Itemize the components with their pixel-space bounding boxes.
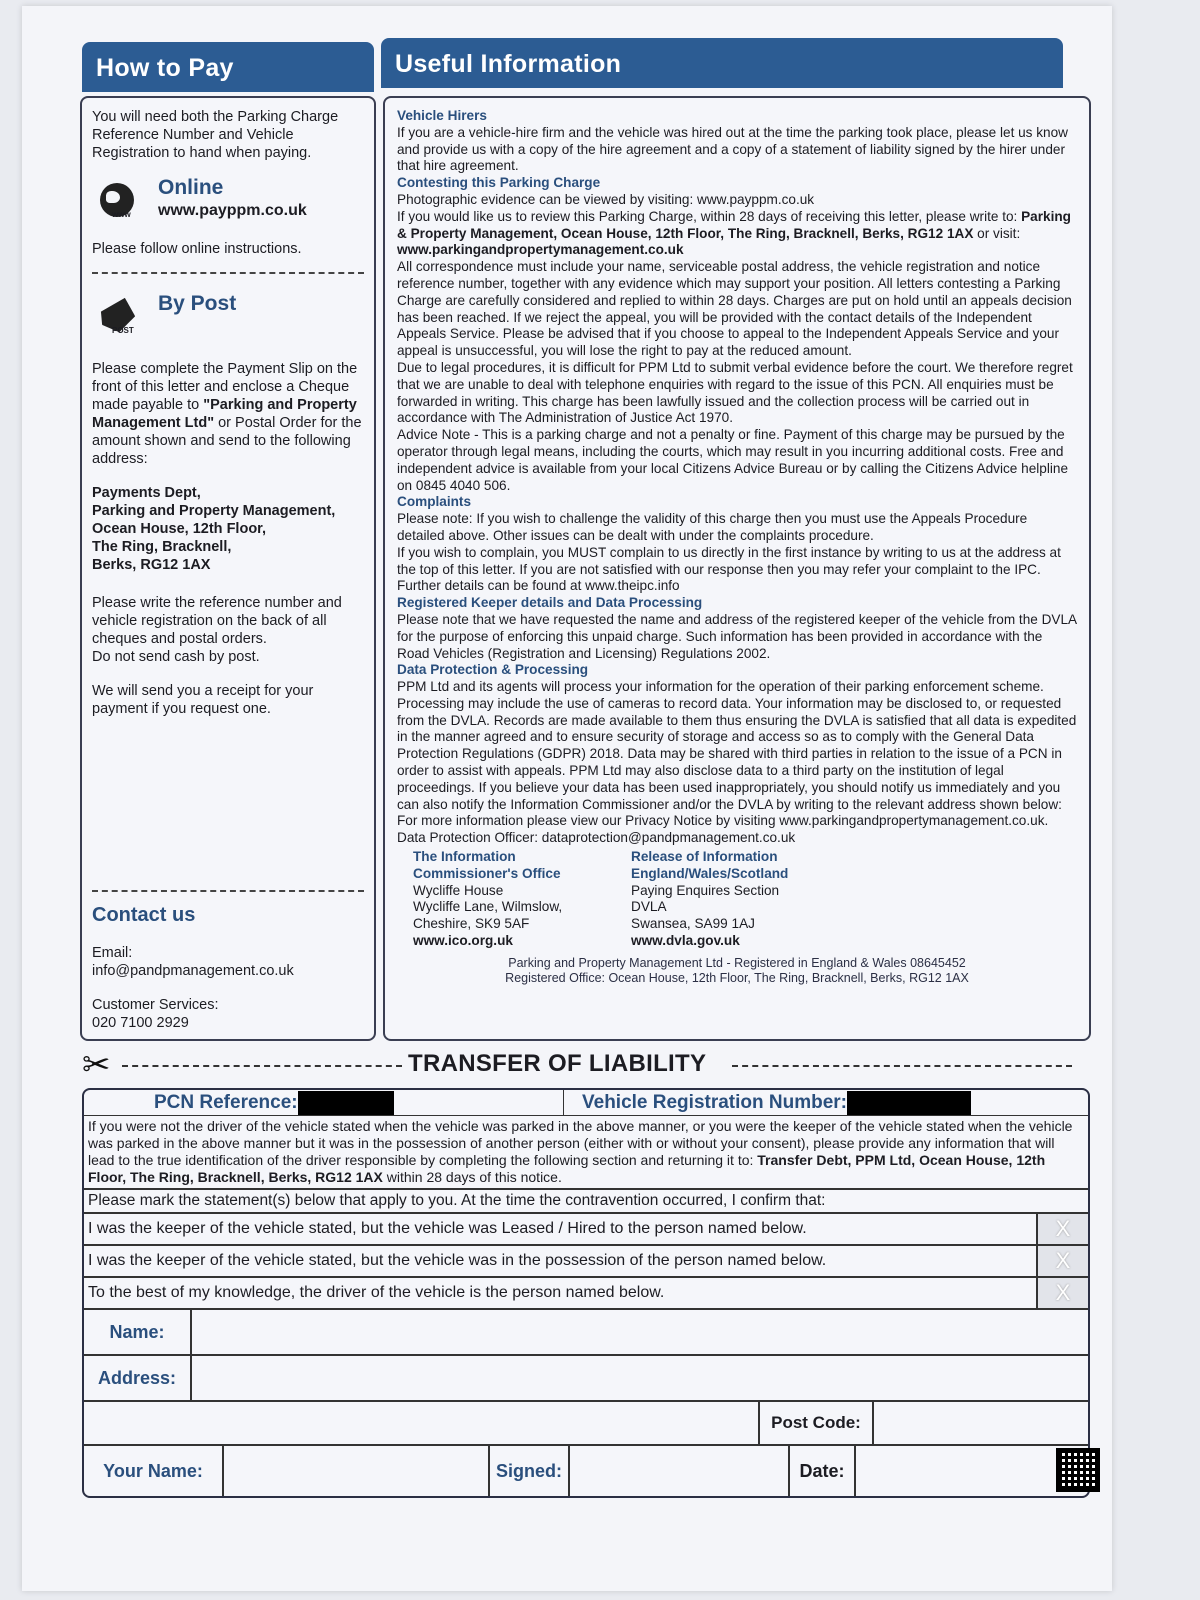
vrn-redacted <box>847 1091 971 1115</box>
your-name-label: Your Name: <box>84 1446 224 1496</box>
vrn-label: Vehicle Registration Number: <box>582 1091 848 1113</box>
statement-row <box>84 1278 1088 1310</box>
advice-note: Advice Note - This is a parking charge and not a penalty or fine. Payment of this charge may be pursued by the operator through legal means, including the courts, which may result in you incurring additional costs. Free and independent advice is available from your local Citizens Advice Bureau or by calling the Citizens Advice helpline on 0845 4040 506. <box>397 427 1068 493</box>
contesting-evidence: Photographic evidence can be viewed by visiting: www.payppm.co.uk <box>397 191 815 207</box>
vehicle-hirers-text: If you are a vehicle-hire firm and the vehicle was hired out at the time the parking took place, please let us know and provide us with a copy of the hire agreement and a copy of a statement of liability signed by the hirer under that hire agreement. <box>397 124 1068 174</box>
contact-phone: Customer Services: 020 7100 2929 <box>92 997 219 1031</box>
authority-addresses <box>397 849 1077 950</box>
divider <box>92 272 364 274</box>
statement-checkbox[interactable]: X <box>1036 1214 1088 1244</box>
contesting-title: Contesting this Parking Charge <box>397 175 601 191</box>
name-label: Name: <box>84 1310 192 1354</box>
scissors-icon: ✂ <box>82 1046 111 1084</box>
transfer-intro: If you were not the driver of the vehicle stated when the vehicle was parked in the above manner, or you were the keeper of the vehicle stated when the vehicle was parked in the above manner but it was in the possession of another person (either with or without your consent), please provide any information that will lead to the true identification of the driver responsible by completing the following section and returning it to: Transfer Debt, PPM Ltd, Ocean House, 12th Floor, The Ring, Bracknell, Berks, RG12 1AX within 28 days of this notice. <box>84 1116 1088 1190</box>
dvla-address: Release of Information England/Wales/Scotland Paying Enquires Section DVLA Swansea, SA99 1AJ www.dvla.gov.uk <box>631 849 789 949</box>
postcode-field[interactable] <box>874 1402 1088 1444</box>
qr-code-icon <box>1056 1448 1100 1492</box>
address-field-continued[interactable] <box>84 1402 760 1444</box>
signature-field[interactable] <box>570 1446 790 1496</box>
pcn-redacted <box>298 1091 394 1115</box>
statement-checkbox[interactable]: X <box>1036 1246 1088 1276</box>
signature-row <box>84 1446 1088 1496</box>
contesting-correspondence: All correspondence must include your name, serviceable postal address, the vehicle registration and notice reference number, together with any evidence which may support your position. All letters contesting a Parking Charge are carefully considered and replied to within 28 days. Charges are put on hold until an appeals decision has been reached. If we reject the appeal, you will be provided with the contact details of the Independent Appeals Service. Please be advised that if you choose to appeal to the Independent Appeals Service and your appeal is unsuccessful, you will lose the right to pay at the reduced amount. <box>397 259 1072 359</box>
receipt-note: We will send you a receipt for your payment if you request one. <box>92 683 314 717</box>
signed-label: Signed: <box>490 1446 570 1496</box>
post-note: Please write the reference number and vehicle registration on the back of all cheques and postal orders. Do not send cash by post. <box>92 595 342 665</box>
payment-url[interactable]: www.payppm.co.uk <box>158 202 307 219</box>
statement-row <box>84 1214 1088 1246</box>
statement-text: I was the keeper of the vehicle stated, but the vehicle was Leased / Hired to the person named below. <box>88 1220 807 1237</box>
transfer-form <box>82 1088 1090 1498</box>
date-field[interactable] <box>856 1446 1088 1496</box>
contesting-legal: Due to legal procedures, it is difficult for PPM Ltd to submit verbal evidence before the court. We therefore regret that we are unable to deal with telephone enquiries with regard to the issue of this PCN. All enquiries must be forwarded in writing. This charge has been lawfully issued and the collection process will be carried out in accordance with The Administration of Justice Act 1970. <box>397 359 1073 426</box>
address-row <box>84 1356 1088 1402</box>
pcn-label: PCN Reference: <box>154 1091 298 1113</box>
contact-title: Contact us <box>92 904 196 926</box>
cut-line <box>732 1065 1072 1067</box>
address-field[interactable] <box>192 1356 1088 1400</box>
how-to-pay-panel <box>80 96 376 1041</box>
statement-row <box>84 1246 1088 1278</box>
statement-text: To the best of my knowledge, the driver of the vehicle is the person named below. <box>88 1284 665 1301</box>
mark-prompt: Please mark the statement(s) below that apply to you. At the time the contravention occurred, I confirm that: <box>84 1190 1088 1214</box>
reference-row <box>84 1090 1088 1116</box>
post-instructions: Please complete the Payment Slip on the front of this letter and enclose a Cheque made payable to "Parking and Property Management Ltd" or Postal Order for the amount shown and send to the following address: <box>92 361 362 467</box>
ico-address: The Information Commissioner's Office Wycliffe House Wycliffe Lane, Wilmslow, Cheshire, SK9 5AF www.ico.org.uk <box>413 849 563 949</box>
how-to-pay-intro: You will need both the Parking Charge Reference Number and Vehicle Registration to hand when paying. <box>92 109 339 161</box>
postcode-row <box>84 1402 1088 1446</box>
complaints-text: Please note: If you wish to challenge the validity of this charge then you must use the Appeals Procedure detailed above. Other issues can be dealt with under the complaints procedure. <box>397 511 1028 543</box>
data-protection-text: PPM Ltd and its agents will process your information for the operation of their parking enforcement scheme. Processing may include the use of cameras to record data. Your information may be disclosed to, or requested from the DVLA. Records are made available to them thus ensuring the DVLA is satisfied that all data is expedited in the manner agreed and to ensure security of storage and access so as to comply with the General Data Protection Regulations (GDPR) 2018. Data may be shared with third parties in relation to the issue of a PCN in order to assist with appeals. PPM Ltd may also disclose data to a third party on the institution of legal proceedings. If you believe your data has been used inappropriately, you should notify us immediately and you can also notify the Information Commissioner and/or the DVLA by writing to the relevant address shown below: For more information please view our Privacy Notice by visiting www.parkingandpropertymanagement.co.uk. <box>397 679 1077 829</box>
transfer-title: TRANSFER OF LIABILITY <box>408 1050 707 1077</box>
data-protection-officer: Data Protection Officer: dataprotection@pandpmanagement.co.uk <box>397 830 796 846</box>
online-instructions: Please follow online instructions. <box>92 241 302 257</box>
data-protection-title: Data Protection & Processing <box>397 662 589 678</box>
email-link[interactable]: info@pandpmanagement.co.uk <box>92 963 294 979</box>
address-label: Address: <box>84 1356 192 1400</box>
statement-text: I was the keeper of the vehicle stated, but the vehicle was in the possession of the person named below. <box>88 1252 827 1269</box>
payment-address: Payments Dept, Parking and Property Management, Ocean House, 12th Floor, The Ring, Bracknell, Berks, RG12 1AX <box>92 485 336 573</box>
useful-info-header: Useful Information <box>381 38 1063 88</box>
how-to-pay-header: How to Pay <box>82 42 374 92</box>
contact-email: Email: info@pandpmanagement.co.uk <box>92 944 364 980</box>
vehicle-hirers-title: Vehicle Hirers <box>397 108 487 123</box>
statement-checkbox[interactable]: X <box>1036 1278 1088 1308</box>
complaints-text: If you wish to complain, you MUST complain to us directly in the first instance by writing to us at the address at the top of this letter. If you are not satisfied with our response then you may refer your complaint to the IPC. Further details can be found at www.theipc.info <box>397 544 1061 594</box>
envelope-icon: POST <box>92 292 142 340</box>
keeper-title: Registered Keeper details and Data Processing <box>397 595 703 611</box>
post-title: By Post <box>158 292 237 315</box>
keeper-text: Please note that we have requested the name and address of the registered keeper of the vehicle from the DVLA for the purpose of enforcing this unpaid charge. Such information has been provided in accordance with the Road Vehicles (Registration and Licensing) Regulations 2002. <box>397 611 1077 661</box>
company-footer: Parking and Property Management Ltd - Registered in England & Wales 08645452 Registered Office: Ocean House, 12th Floor, The Ring, Bracknell, Berks, RG12 1AX <box>505 955 969 985</box>
name-row <box>84 1310 1088 1356</box>
your-name-field[interactable] <box>224 1446 490 1496</box>
postcode-label: Post Code: <box>760 1402 874 1444</box>
useful-info-panel <box>383 96 1091 1041</box>
cut-line <box>122 1065 402 1067</box>
date-label: Date: <box>790 1446 856 1496</box>
name-field[interactable] <box>192 1310 1088 1354</box>
online-title: Online <box>158 176 224 199</box>
online-method <box>92 176 364 224</box>
complaints-title: Complaints <box>397 494 472 510</box>
post-method <box>92 292 364 340</box>
globe-icon: www <box>92 176 142 224</box>
contesting-review: If you would like us to review this Parking Charge, within 28 days of receiving this letter, please write to: Parking & Property Management, Ocean House, 12th Floor, The Ring, Bracknell, Berks, RG12 1AX or visit: www.parkingandpropertymanagement.co.uk <box>397 208 1071 258</box>
divider <box>92 890 364 892</box>
